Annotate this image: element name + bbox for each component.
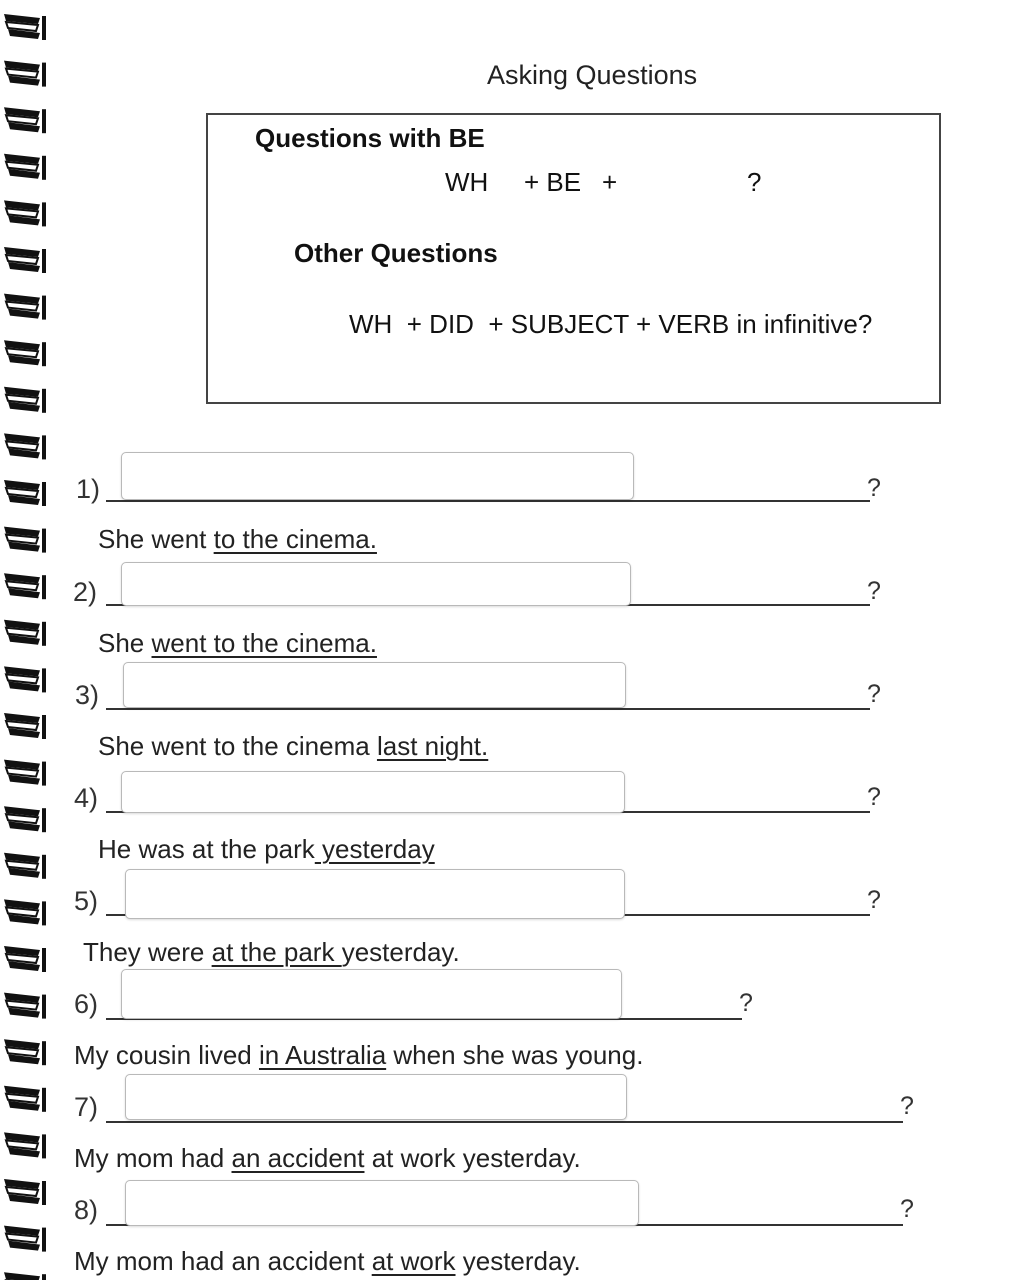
prompt-sentence [74, 1246, 581, 1277]
spiral-coil [4, 1226, 46, 1252]
sentence-text: She went to the cinema [98, 731, 377, 761]
underlined-target: to the cinema. [213, 524, 377, 554]
answer-underline [106, 708, 870, 710]
spiral-coil [4, 480, 46, 506]
answer-input-3[interactable] [123, 662, 626, 708]
be-formula-plus: + [602, 167, 618, 197]
underlined-target: an accident [231, 1143, 365, 1173]
spiral-coil [4, 666, 46, 692]
question-mark: ? [867, 783, 881, 811]
other-heading: Other Questions [294, 238, 498, 268]
sentence-text: My mom had an accident [74, 1246, 372, 1276]
prompt-sentence [98, 834, 435, 865]
spiral-binding [0, 0, 50, 1280]
sentence-text: My cousin lived [74, 1040, 259, 1070]
underlined-target: last night. [376, 731, 489, 761]
spiral-coil [4, 387, 46, 413]
answer-input-4[interactable] [121, 771, 625, 813]
answer-input-2[interactable] [121, 562, 631, 606]
answer-input-8[interactable] [125, 1180, 639, 1226]
spiral-coil [4, 1179, 46, 1205]
spiral-coil [4, 433, 46, 459]
prompt-sentence [83, 937, 460, 968]
sentence-text: They were [83, 937, 212, 967]
prompt-sentence [98, 731, 488, 762]
spiral-coil [4, 61, 46, 87]
answer-input-7[interactable] [125, 1074, 627, 1120]
question-mark: ? [739, 989, 753, 1017]
prompt-sentence [98, 524, 377, 555]
question-number: 4) [74, 783, 99, 813]
spiral-coil [4, 853, 46, 879]
page-title: Asking Questions [487, 60, 698, 90]
grammar-rule-box [206, 113, 941, 404]
be-formula-be: + BE [524, 167, 582, 197]
spiral-coil [4, 713, 46, 739]
question-mark: ? [867, 577, 881, 605]
spiral-coil [4, 107, 46, 133]
spiral-coil [4, 1039, 46, 1065]
spiral-coil [4, 760, 46, 786]
spiral-coil [4, 340, 46, 366]
spiral-coil [4, 1272, 46, 1280]
sentence-text: when she was young. [386, 1040, 644, 1070]
underlined-target: at work [371, 1246, 456, 1276]
answer-underline [106, 1121, 903, 1123]
question-mark: ? [900, 1195, 914, 1223]
question-mark: ? [867, 680, 881, 708]
sentence-text: My mom had [74, 1143, 232, 1173]
sentence-text: He was at the park [98, 834, 315, 864]
sentence-text: She went [98, 524, 214, 554]
spiral-coil [4, 620, 46, 646]
spiral-coil [4, 806, 46, 832]
spiral-coil [4, 946, 46, 972]
answer-underline [106, 500, 870, 502]
sentence-text: She [98, 628, 152, 658]
spiral-coil [4, 527, 46, 553]
be-formula-qmark: ? [747, 167, 762, 197]
answer-input-6[interactable] [121, 969, 622, 1019]
sentence-text: yesterday. [455, 1246, 581, 1276]
spiral-coil [4, 993, 46, 1019]
spiral-coil [4, 899, 46, 925]
prompt-sentence [74, 1040, 643, 1071]
question-number: 8) [74, 1195, 99, 1225]
question-number: 3) [75, 680, 100, 710]
underlined-target: went to the cinema. [151, 628, 377, 658]
underlined-target: at the park [211, 937, 342, 967]
spiral-coil [4, 1132, 46, 1158]
spiral-coil [4, 294, 46, 320]
prompt-sentence [98, 628, 377, 659]
question-mark: ? [900, 1092, 914, 1120]
sentence-text: at work yesterday. [364, 1143, 581, 1173]
question-number: 6) [74, 989, 99, 1019]
be-heading: Questions with BE [255, 123, 485, 153]
underlined-target: yesterday [314, 834, 435, 864]
spiral-coil [4, 1086, 46, 1112]
prompt-sentence [74, 1143, 581, 1174]
spiral-coil [4, 200, 46, 226]
sentence-text: yesterday. [341, 937, 460, 967]
question-number: 7) [74, 1092, 99, 1122]
answer-input-1[interactable] [121, 452, 634, 500]
question-mark: ? [867, 474, 881, 502]
spiral-coil [4, 14, 46, 40]
be-formula-wh: WH [445, 167, 489, 197]
underlined-target: in Australia [258, 1040, 387, 1070]
spiral-coil [4, 573, 46, 599]
spiral-coil [4, 247, 46, 273]
question-number: 1) [76, 474, 101, 504]
question-mark: ? [867, 886, 881, 914]
answer-input-5[interactable] [125, 869, 625, 919]
other-formula: WH + DID + SUBJECT + VERB in infinitive? [349, 309, 873, 339]
spiral-coil [4, 154, 46, 180]
question-number: 5) [74, 886, 99, 916]
question-number: 2) [73, 577, 98, 607]
